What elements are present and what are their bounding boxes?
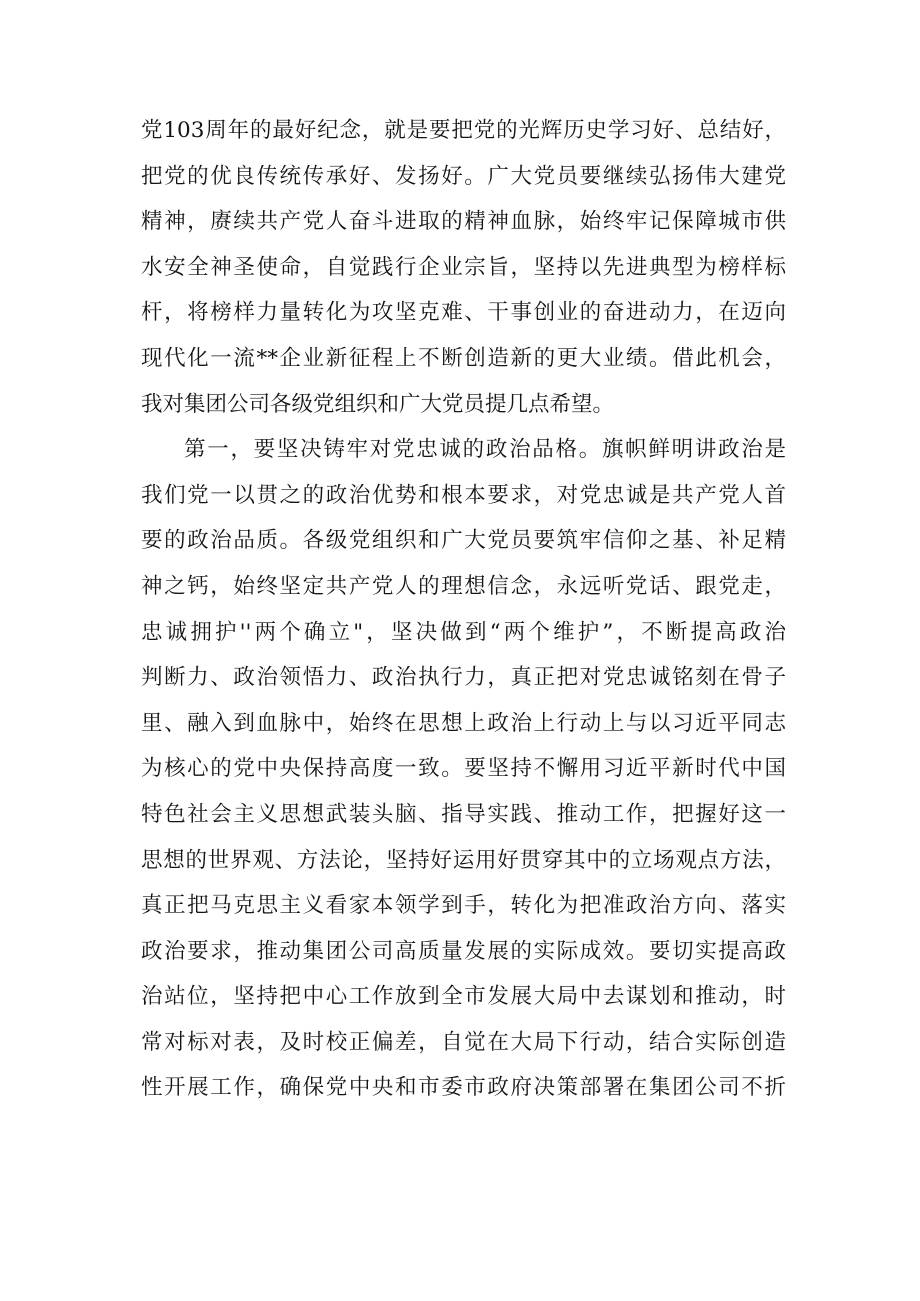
text-line: 杆，将榜样力量转化为攻坚克难、干事创业的奋进动力，在迈向 bbox=[141, 300, 786, 326]
body-text bbox=[141, 108, 786, 1111]
text-line: 性开展工作，确保党中央和市委市政府决策部署在集团公司不折 bbox=[141, 1075, 786, 1101]
text-line: 为核心的党中央保持高度一致。要坚持不懈用习近平新时代中国 bbox=[141, 756, 786, 782]
text-line: 思想的世界观、方法论，坚持好运用好贯穿其中的立场观点方法， bbox=[141, 847, 786, 873]
text-line: 常对标对表，及时校正偏差，自觉在大局下行动，结合实际创造 bbox=[141, 1029, 786, 1055]
text-line: 政治要求，推动集团公司高质量发展的实际成效。要切实提高政 bbox=[141, 938, 786, 964]
text-line: 忠诚拥护''两个确立"，坚决做到“两个维护”，不断提高政治 bbox=[141, 619, 786, 645]
paragraph-2 bbox=[141, 427, 786, 1111]
text-line: 第一，要坚决铸牢对党忠诚的政治品格。旗帜鲜明讲政治是 bbox=[184, 437, 786, 463]
text-line: 特色社会主义思想武装头脑、指导实践、推动工作，把握好这一 bbox=[141, 801, 786, 827]
text-line: 现代化一流**企业新征程上不断创造新的更大业绩。借此机会， bbox=[141, 345, 786, 371]
text-line: 水安全神圣使命，自觉践行企业宗旨，坚持以先进典型为榜样标 bbox=[141, 254, 786, 280]
text-line: 神之钙，始终坚定共产党人的理想信念，永远听党话、跟党走， bbox=[141, 573, 786, 599]
text-line: 里、融入到血脉中，始终在思想上政治上行动上与以习近平同志 bbox=[141, 710, 786, 736]
text-line: 治站位，坚持把中心工作放到全市发展大局中去谋划和推动，时 bbox=[141, 984, 786, 1010]
paragraph-1 bbox=[141, 108, 786, 427]
text-line: 真正把马克思主义看家本领学到手，转化为把准政治方向、落实 bbox=[141, 893, 786, 919]
text-line: 党103周年的最好纪念，就是要把党的光辉历史学习好、总结好， bbox=[141, 118, 786, 143]
text-line: 判断力、政治领悟力、政治执行力，真正把对党忠诚铭刻在骨子 bbox=[141, 665, 786, 691]
text-line: 要的政治品质。各级党组织和广大党员要筑牢信仰之基、补足精 bbox=[141, 528, 786, 554]
text-line: 把党的优良传统传承好、发扬好。广大党员要继续弘扬伟大建党 bbox=[141, 163, 786, 189]
text-line: 精神，赓续共产党人奋斗进取的精神血脉，始终牢记保障城市供 bbox=[141, 209, 786, 235]
text-line: 我们党一以贯之的政治优势和根本要求，对党忠诚是共产党人首 bbox=[141, 482, 786, 508]
text-line: 我对集团公司各级党组织和广大党员提几点希望。 bbox=[141, 391, 615, 417]
